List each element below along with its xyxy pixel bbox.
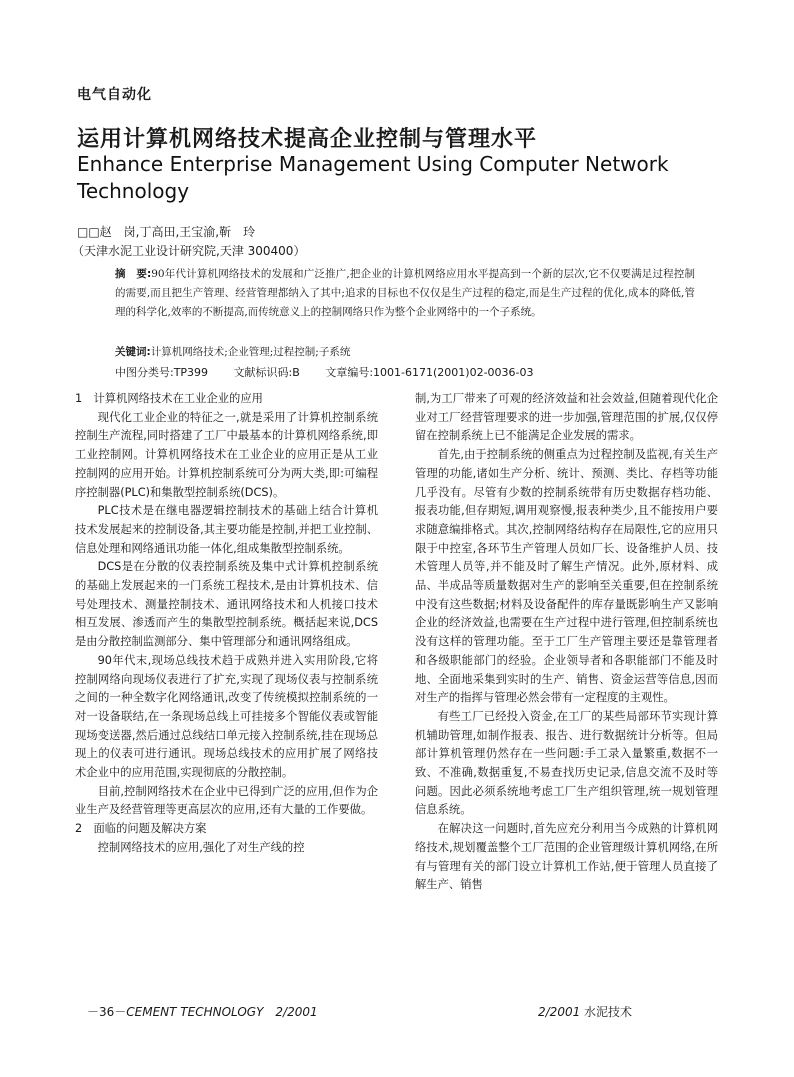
classification-line xyxy=(115,364,556,380)
abstract-label: 摘 要: xyxy=(115,268,152,280)
keywords xyxy=(115,343,695,362)
keywords-label: 关键词: xyxy=(115,346,151,358)
abstract xyxy=(115,265,695,322)
section-heading: 2 面临的问题及解决方案 xyxy=(75,822,207,836)
title-chinese: 运用计算机网络技术提高企业控制与管理水平 xyxy=(77,127,538,152)
footer-left xyxy=(87,1003,318,1020)
document-code: 文献标识码:B xyxy=(233,366,300,379)
article-id: 文章编号:1001-6171(2001)02-0036-03 xyxy=(325,366,534,379)
class-number: 中图分类号:TP399 xyxy=(115,366,209,379)
journal-name-english: CEMENT TECHNOLOGY 2/2001 xyxy=(126,1005,318,1019)
footer-right xyxy=(538,1003,632,1020)
abstract-text: 90年代计算机网络技术的发展和广泛推广,把企业的计算机网络应用水平提高到一个新的层次,它不仅要满足过程控制的需要,而且把生产管理、经营管理都纳入了其中;追求的目标也不仅仅是生产过程的稳定,而是生产过程的优化,成本的降低,管理的科学化,效率的不断提高,而传统意义上的控制网络只作为整个企业网络中的一个子系统。 xyxy=(115,268,695,318)
affiliation: （天津水泥工业设计研究院,天津 300400） xyxy=(72,244,306,258)
authors: □□赵 岗,丁高田,王宝渝,靳 玲 xyxy=(77,225,256,239)
issue-number: 2/2001 xyxy=(538,1005,581,1019)
paragraph: PLC技术是在继电器逻辑控制技术的基础上结合计算机技术发展起来的控制设备,其主要功能是控制,并把工业控制、信息处理和网络通讯功能一体化,组成集散型控制系统。 xyxy=(75,504,378,555)
title-english: Enhance Enterprise Management Using Computer Network Technology xyxy=(77,152,669,203)
right-column xyxy=(415,390,718,895)
page-number: －36－ xyxy=(87,1005,127,1019)
paragraph: 制,为工厂带来了可观的经济效益和社会效益,但随着现代化企业对工厂经营管理要求的进一步加强,管理范围的扩展,仅仅停留在控制系统上已不能满足企业发展的需求。 xyxy=(415,392,718,443)
paragraph: 在解决这一问题时,首先应充分利用当今成熟的计算机网络技术,规划覆盖整个工厂范围的企业管理级计算机网络,在所有与管理有关的部门设立计算机工作站,便于管理人员直接了解生产、销售 xyxy=(415,822,718,892)
left-column xyxy=(75,390,378,858)
paragraph: 首先,由于控制系统的侧重点为过程控制及监视,有关生产管理的功能,诸如生产分析、统计、预测、类比、存档等功能几乎没有。尽管有少数的控制系统带有历史数据存档功能、报表功能,但存期短,调用观察慢,报表种类少,且不能按用户要求随意编排格式。其次,控制网络结构存在局限性,它的应用只限于中控室,各环节生产管理人员如厂长、设备维护人员、技术管理人员等,并不能及时了解生产情况。此外,原材料、成品、半成品等质量数据对生产的影响至关重要,但在控制系统中没有这些数据;材料及设备配件的库存量既影响生产又影响企业的经济效益,也需要在生产过程中进行管理,但控制系统也没有这样的管理功能。至于工厂生产管理主要还是靠管理者和各级职能部门的经验。企业领导者和各职能部门不能及时地、全面地采集到实时的生产、销售、资金运营等信息,因而对生产的指挥与管理必然会带有一定程度的主观性。 xyxy=(415,448,718,705)
paragraph: 目前,控制网络技术在企业中已得到广泛的应用,但作为企业生产及经营管理等更高层次的应用,还有大量的工作要做。 xyxy=(75,784,378,817)
journal-name-chinese: 水泥技术 xyxy=(584,1005,633,1019)
section-label: 电气自动化 xyxy=(77,87,152,103)
paragraph: 有些工厂已经投入资金,在工厂的某些局部环节实现计算机辅助管理,如制作报表、报告、进行数据统计分析等。但局部计算机管理仍然存在一些问题:手工录入量繁重,数据不一致、不准确,数据重复,不易查找历史记录,信息交流不及时等问题。因此必须系统地考虑工厂生产组织管理,统一规划管理信息系统。 xyxy=(415,709,718,817)
paragraph: DCS是在分散的仪表控制系统及集中式计算机控制系统的基础上发展起来的一门系统工程技术,是由计算机技术、信号处理技术、测量控制技术、通讯网络技术和人机接口技术相互发展、渗透而产生的集散型控制系统。概括起来说,DCS是由分散控制监测部分、集中管理部分和通讯网络组成。 xyxy=(75,560,378,649)
section-heading: 1 计算机网络技术在工业企业的应用 xyxy=(75,392,263,405)
paragraph: 90年代末,现场总线技术趋于成熟并进入实用阶段,它将控制网络向现场仪表进行了扩充,实现了现场仪表与控制系统之间的一种全数字化网络通讯,改变了传统模拟控制系统的一对一设备联结,在一条现场总线上可挂接多个智能仪表或智能现场变送器,然后通过总线结口单元接入控制系统,挂在现场总现上的仪表可进行通讯。现场总线技术的应用扩展了网络技术企业中的应用范围,实现彻底的分散控制。 xyxy=(75,653,378,780)
keywords-text: 计算机网络技术;企业管理;过程控制;子系统 xyxy=(150,346,351,358)
paragraph: 控制网络技术的应用,强化了对生产线的控 xyxy=(97,840,305,854)
paragraph: 现代化工业企业的特征之一,就是采用了计算机控制系统控制生产流程,同时搭建了工厂中最基本的计算机网络系统,即工业控制网。计算机网络技术在工业企业的应用正是从工业控制网的应用开始。计算机控制系统可分为两大类,即:可编程序控制器(PLC)和集散型控制系统(DCS)。 xyxy=(75,410,378,499)
